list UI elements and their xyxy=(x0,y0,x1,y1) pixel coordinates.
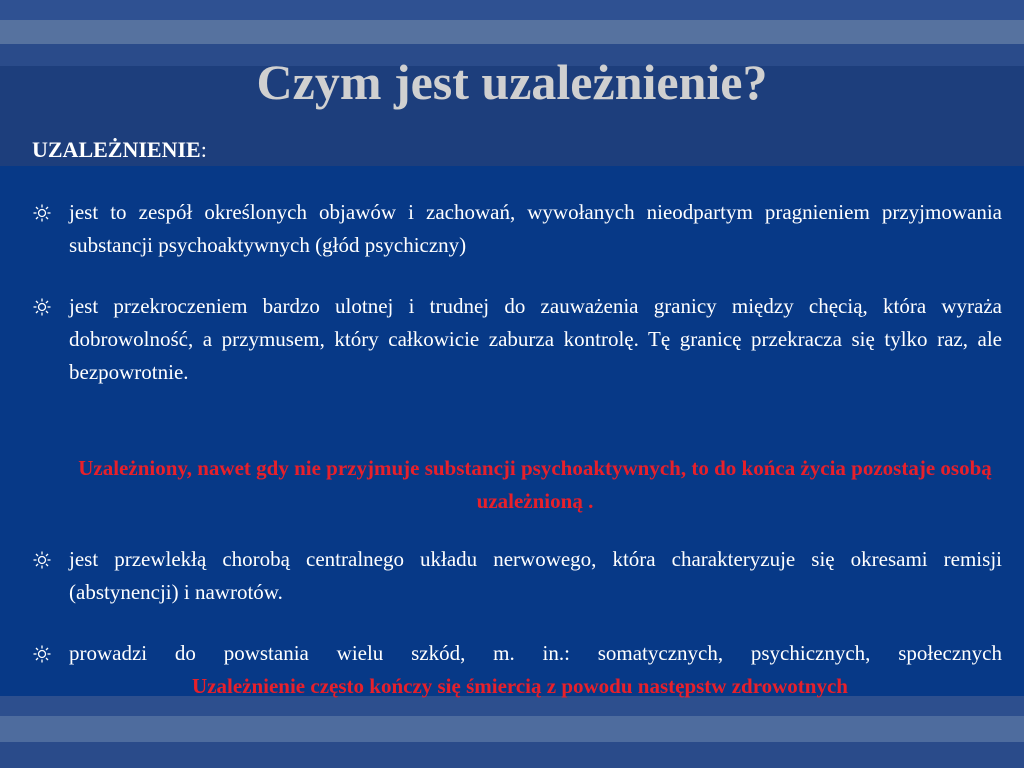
top-stripe-1 xyxy=(0,0,1024,20)
bullet-item xyxy=(32,637,1002,670)
bottom-stripe-2 xyxy=(0,716,1024,742)
top-stripe-2 xyxy=(0,20,1024,44)
bullet-item xyxy=(32,290,1002,389)
bullet-item xyxy=(32,543,1002,609)
bullet-item xyxy=(32,196,1002,262)
bullet-text: jest przekroczeniem bardzo ulotnej i trudnej do zauważenia granicy między chęcią, która wyraża dobrowolność, a przymusem, który całkowicie zaburza kontrolę. Tę granicę przekracza się tylko raz, ale bezpowrotnie. xyxy=(69,294,1002,384)
sun-icon xyxy=(32,196,52,229)
callout-note: Uzależniony, nawet gdy nie przyjmuje substancji psychoaktywnych, to do końca życia pozostaje osobą uzależnioną . xyxy=(78,456,992,513)
heading-text: UZALEŻNIENIE xyxy=(32,137,201,162)
bullet-text: jest to zespół określonych objawów i zachowań, wywołanych nieodpartym pragnieniem przyjmowania substancji psychoaktywnych (głód psychiczny) xyxy=(69,200,1002,257)
slide-title: Czym jest uzależnienie? xyxy=(256,54,768,110)
sun-icon xyxy=(32,637,52,670)
bullet-text: jest przewlekłą chorobą centralnego układu nerwowego, która charakteryzuje się okresami remisji (abstynencji) i nawrotów. xyxy=(69,547,1002,604)
bullet-text: prowadzi do powstania wielu szkód, m. in.: somatycznych, psychicznych, społecznych xyxy=(69,641,1002,665)
sun-icon xyxy=(32,543,52,576)
heading-colon: : xyxy=(200,137,207,162)
bottom-stripe-3 xyxy=(0,742,1024,768)
section-heading xyxy=(32,136,207,164)
sun-icon xyxy=(32,290,52,323)
final-warning: Uzależnienie często kończy się śmiercią z powodu następstw zdrowotnych xyxy=(192,674,848,698)
